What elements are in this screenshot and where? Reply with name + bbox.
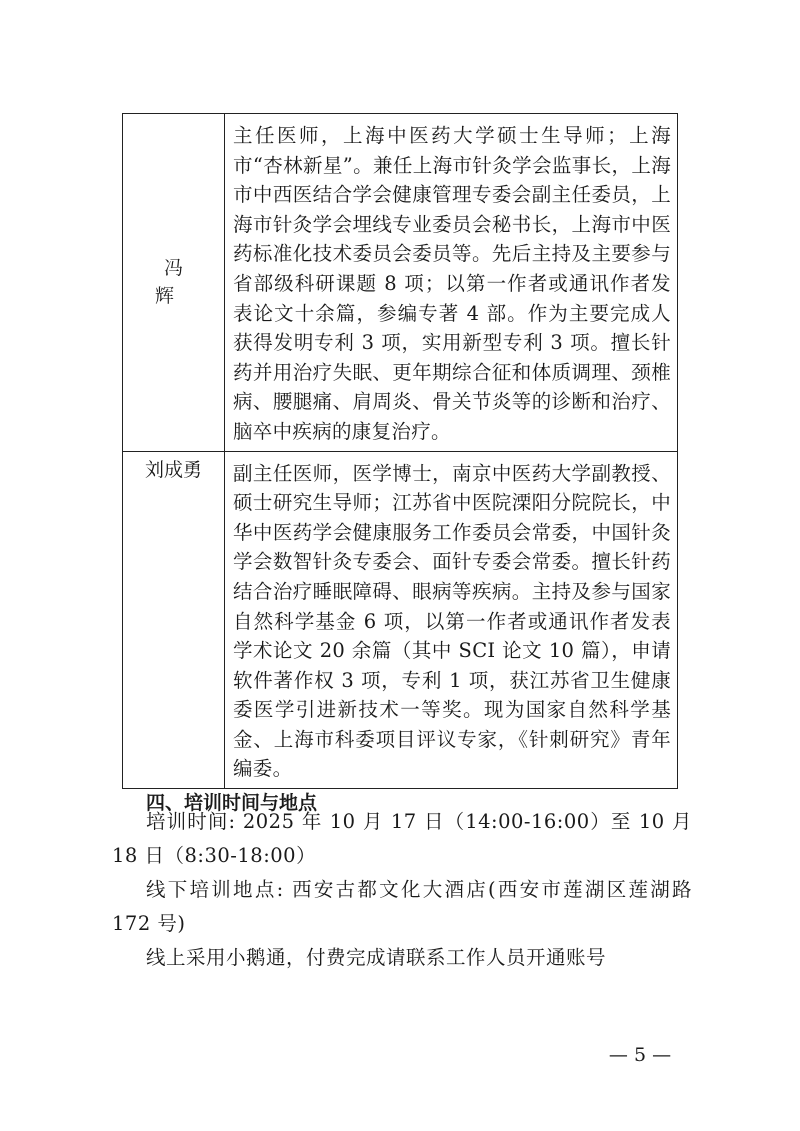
table-row [123,451,678,789]
page-number: — 5 — [608,1044,672,1066]
expert-name: 冯 辉 [154,257,239,308]
online-note: 线上采用小鹅通，付费完成请联系工作人员开通账号 [146,946,607,969]
expert-bio: 副主任医师，医学博士，南京中医药大学副教授、硕士研究生导师；江苏省中医院溧阳分院院长，中华中医药学会健康服务工作委员会常委，中国针灸学会数智针灸专委会、面针专委会常委。擅长针药结合治疗睡眠障碍、眼病等疾病。主持及参与国家自然科学基金 6 项，以第一作者或通讯作者发表学术论文 20 余篇（其中 SCI 论文 10 篇），申请软件著作权 3 项，专利 1 项，获江苏省卫生健康委医学引进新技术一等奖。现为国家自然科学基金、上海市科委项目评议专家，《针刺研究》青年编委。 [225,451,678,789]
expert-table [122,113,678,789]
section-heading: 四、培训时间与地点 [146,792,318,814]
expert-name-cell [123,114,239,452]
training-time: 培训时间: 2025 年 10 月 17 日（14:00-16:00）至 10 月 18 日（8:30-18:00） [112,810,692,867]
expert-bio: 主任医师，上海中医药大学硕士生导师；上海市“杏林新星”。兼任上海市针灸学会监事长，上海市中西医结合学会健康管理专委会副主任委员，上海市针灸学会埋线专业委员会秘书长，上海市中医药标准化技术委员会委员等。先后主持及主要参与省部级科研课题 8 项；以第一作者或通讯作者发表论文十余篇，参编专著 4 部。作为主要完成人获得发明专利 3 项，实用新型专利 3 项。擅长针药并用治疗失眠、更年期综合征和体质调理、颈椎病、腰腿痛、肩周炎、骨关节炎等的诊断和治疗、脑卒中疾病的康复治疗。 [225,114,678,452]
table-row [123,114,678,452]
offline-location: 线下培训地点: 西安古都文化大酒店(西安市莲湖区莲湖路 172 号) [112,878,692,935]
expert-name: 刘成勇 [123,451,225,789]
